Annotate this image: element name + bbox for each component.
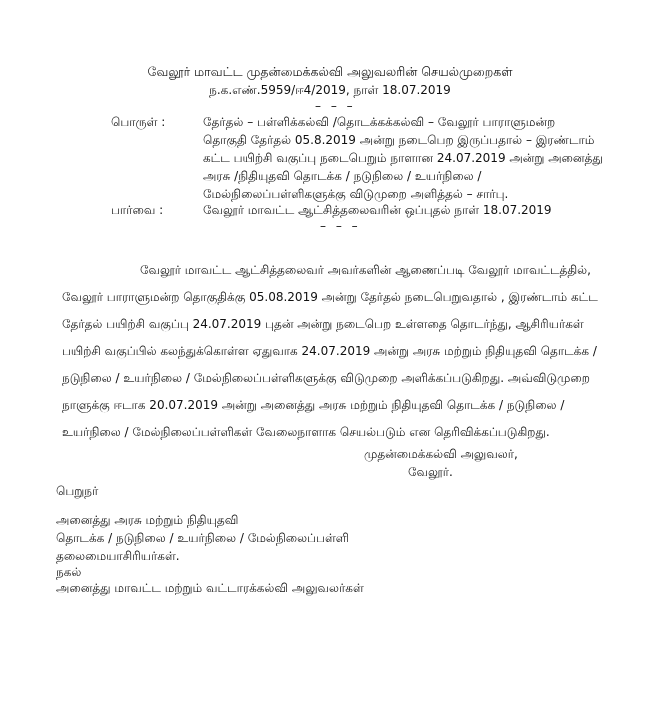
subject-line-3: கட்ட பயிற்சி வகுப்பு நடைபெறும் நாளான 24.07.2019 அன்று அனைத்து (203, 151, 603, 165)
body-line-6: நாளுக்கு ஈடாக 20.07.2019 அன்று அனைத்து அரசு மற்றும் நிதியுதவி தொடக்க / நடுநிலை / (62, 398, 565, 412)
recipient-line-3: தலைமையாசிரியர்கள். (56, 549, 180, 563)
document-title: வேலூர் மாவட்ட முதன்மைக்கல்வி அலுவலரின் செயல்முறைகள் (147, 64, 513, 79)
body-line-4: பயிற்சி வகுப்பில் கலந்துக்கொள்ள ஏதுவாக 24.07.2019 அன்று அரசு மற்றும் நிதியுதவி தொடக்க / (62, 344, 597, 358)
separator-dashes: – – – (315, 99, 356, 113)
reference-label: பார்வை : (111, 203, 164, 217)
body-line-5: நடுநிலை / உயர்நிலை / மேல்நிலைப்பள்ளிகளுக்கு விடுமுறை அளிக்கப்படுகிறது. அவ்விடுமுறை (62, 371, 590, 385)
body-line-7: உயர்நிலை / மேல்நிலைப்பள்ளிகள் வேலைநாளாக செயல்படும் என தெரிவிக்கப்படுகிறது. (62, 425, 550, 439)
subject-line-2: தொகுதி தேர்தல் 05.8.2019 அன்று நடைபெற இருப்பதால் – இரண்டாம் (203, 133, 595, 147)
subject-line-4: அரசு /நிதியுதவி தொடக்க / நடுநிலை / உயர்நிலை / (203, 169, 482, 183)
recipients-label: பெறுநர் (56, 484, 99, 498)
copy-label: நகல் (56, 565, 82, 579)
signature-place: வேலூர். (408, 465, 453, 479)
subject-line-1: தேர்தல் – பள்ளிக்கல்வி /தொடக்கக்கல்வி – வேலூர் பாராளுமன்ற (203, 115, 556, 129)
body-line-2: வேலூர் பாராளுமன்ற தொகுதிக்கு 05.08.2019 அன்று தேர்தல் நடைபெறுவதால் , இரண்டாம் கட்ட (62, 290, 598, 304)
body-line-1: வேலூர் மாவட்ட ஆட்சித்தலைவர் அவர்களின் ஆணைப்படி வேலூர் மாவட்டத்தில், (140, 263, 591, 277)
separator-dashes-2: – – – (320, 219, 361, 233)
recipient-line-1: அனைத்து அரசு மற்றும் நிதியுதவி (56, 513, 239, 527)
copy-to-text: அனைத்து மாவட்ட மற்றும் வட்டாரக்கல்வி அலுவலர்கள் (56, 581, 364, 595)
subject-label: பொருள் : (111, 115, 166, 129)
reference-text: வேலூர் மாவட்ட ஆட்சித்தலைவரின் ஒப்புதல் நாள் 18.07.2019 (203, 203, 552, 217)
signature-designation: முதன்மைக்கல்வி அலுவலர், (364, 447, 518, 461)
subject-line-5: மேல்நிலைப்பள்ளிகளுக்கு விடுமுறை அளித்தல் – சார்பு. (203, 187, 509, 201)
body-line-3: தேர்தல் பயிற்சி வகுப்பு 24.07.2019 புதன் அன்று நடைபெற உள்ளதை தொடர்ந்து, ஆசிரியர்கள் (62, 317, 584, 331)
reference-number: ந.க.எண்.5959/ஈ4/2019, நாள் 18.07.2019 (209, 83, 451, 97)
recipient-line-2: தொடக்க / நடுநிலை / உயர்நிலை / மேல்நிலைப்பள்ளி (56, 531, 350, 545)
